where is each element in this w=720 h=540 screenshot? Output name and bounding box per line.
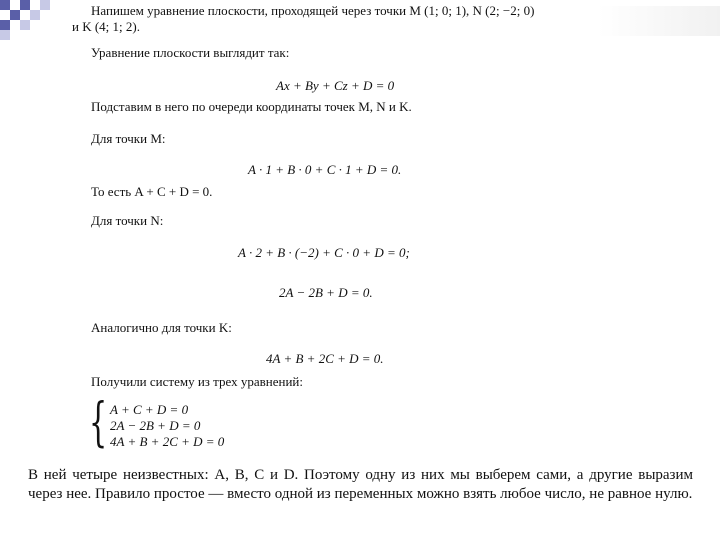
explanation-paragraph: В ней четыре неизвестных: A, B, C и D. Поэтому одну из них мы выберем сами, а другие выразим через нее. Правило простое — вместо одной из переменных можно взять любое число, не равное нулю. xyxy=(28,467,693,502)
plane-intro-text: Уравнение плоскости выглядит так: xyxy=(91,45,290,60)
plane-equation: Ax + By + Cz + D = 0 xyxy=(276,78,395,93)
system-equation-3: 4A + B + 2C + D = 0 xyxy=(110,434,225,449)
system-equation-1: A + C + D = 0 xyxy=(110,402,189,417)
system-intro-text: Получили систему из трех уравнений: xyxy=(91,374,303,389)
for-point-k-label: Аналогично для точки K: xyxy=(91,320,232,335)
for-point-n-label: Для точки N: xyxy=(91,213,164,228)
problem-statement-line-1: Напишем уравнение плоскости, проходящей через точки M (1; 0; 1), N (2; −2; 0) xyxy=(91,3,535,18)
that-is-text: То есть A + C + D = 0. xyxy=(91,184,213,199)
problem-statement-line-2: и K (4; 1; 2). xyxy=(72,19,140,34)
equation-point-m: A · 1 + B · 0 + C · 1 + D = 0. xyxy=(248,162,402,177)
system-brace-icon: { xyxy=(89,393,108,453)
equation-point-n: A · 2 + B · (−2) + C · 0 + D = 0; xyxy=(238,245,410,260)
header-band-decoration xyxy=(598,6,720,36)
equation-point-k: 4A + B + 2C + D = 0. xyxy=(266,351,384,366)
for-point-m-label: Для точки M: xyxy=(91,131,166,146)
system-equation-2: 2A − 2B + D = 0 xyxy=(110,418,201,433)
substitute-text: Подставим в него по очереди координаты точек M, N и K. xyxy=(91,99,412,114)
equation-point-n-simplified: 2A − 2B + D = 0. xyxy=(279,285,373,300)
corner-checker-decoration xyxy=(0,0,60,40)
